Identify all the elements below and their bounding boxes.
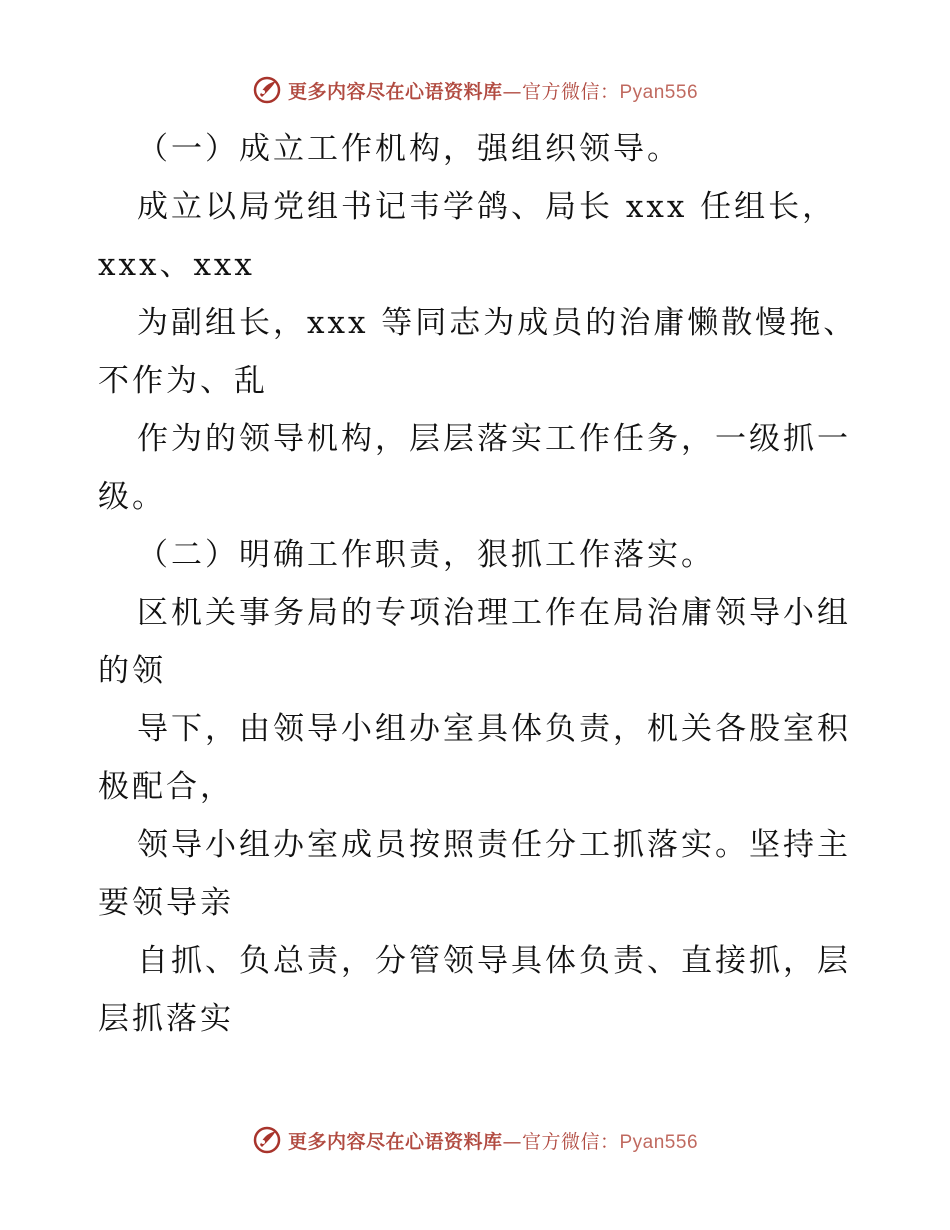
banner-label: 官方微信： [521, 80, 620, 103]
paragraph-line: 要领导亲 [98, 885, 234, 921]
banner-text: 更多内容尽在心语资料库 [287, 1130, 503, 1153]
paragraph-line: 领导小组办室成员按照责任分工抓落实。坚持主 [137, 827, 851, 863]
paragraph-line: 不作为、乱 [98, 363, 268, 399]
banner-id: Pyan556 [619, 1131, 699, 1153]
paragraph-line: 极配合， [98, 769, 234, 805]
banner-id: Pyan556 [619, 81, 699, 103]
paragraph-line: 作为的领导机构，层层落实工作任务，一级抓一 [137, 421, 851, 457]
footer-watermark [0, 1120, 950, 1160]
quill-logo-icon [252, 75, 282, 105]
banner-label: 官方微信： [521, 1130, 620, 1153]
header-watermark [0, 70, 950, 110]
document-body [98, 120, 858, 1048]
paragraph-line: 层抓落实 [98, 1001, 234, 1037]
paragraph-line: 成立以局党组书记韦学鸽、局长 xxx 任组长， [137, 189, 837, 225]
section-heading-2: （二）明确工作职责，狠抓工作落实。 [137, 537, 715, 573]
paragraph-line: xxx、xxx [98, 247, 255, 283]
banner-text: 更多内容尽在心语资料库 [287, 80, 503, 103]
paragraph-line: 的领 [98, 653, 166, 689]
quill-logo-icon [252, 1125, 282, 1155]
banner-dash: — [502, 1130, 522, 1153]
paragraph-line: 为副组长，xxx 等同志为成员的治庸懒散慢拖、 [137, 305, 858, 341]
banner-dash: — [502, 80, 522, 103]
paragraph-line: 自抓、负总责，分管领导具体负责、直接抓，层 [137, 943, 851, 979]
section-heading-1: （一）成立工作机构，强组织领导。 [137, 131, 681, 167]
paragraph-line: 区机关事务局的专项治理工作在局治庸领导小组 [137, 595, 851, 631]
paragraph-line: 级。 [98, 479, 166, 515]
paragraph-line: 导下，由领导小组办室具体负责，机关各股室积 [137, 711, 851, 747]
